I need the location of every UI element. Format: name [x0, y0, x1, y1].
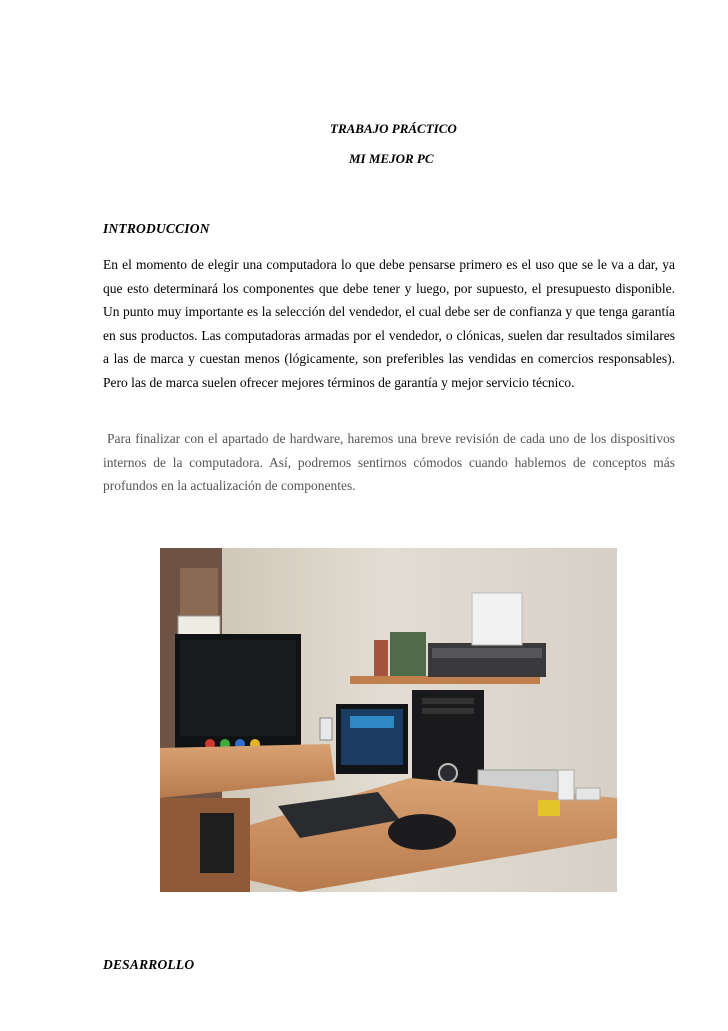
intro-paragraph-1: En el momento de elegir una computadora lo que debe pensarse primero es el uso que se le va a dar, ya que esto determinará los componentes que debe tener y luego, por supuesto, el presupuesto disponible. Un punto muy importante es la selección del vendedor, el cual debe ser de confianza y que tenga garantía en sus productos. Las computadoras armadas por el vendedor, o clónicas, suelen dar resultados similares a las de marca y cuestan menos (lógicamente, son preferibles las vendidas en comercios responsables). Pero las de marca suelen ofrecer mejores términos de garantía y mejor servicio técnico.	[103, 257, 675, 390]
document-title: TRABAJO PRÁCTICO	[330, 121, 457, 136]
section-heading-desarrollo: DESARROLLO	[103, 957, 195, 972]
computer-desk-photo	[160, 548, 617, 892]
section-heading-introduccion: INTRODUCCION	[103, 221, 210, 236]
intro-paragraph-2: Para finalizar con el apartado de hardware, haremos una breve revisión de cada uno de los dispositivos internos de la computadora. Así, podremos sentirnos cómodos cuando hablemos de conceptos más profundos en la actualización de componentes.	[103, 431, 675, 494]
document-subtitle: MI MEJOR PC	[349, 151, 434, 166]
